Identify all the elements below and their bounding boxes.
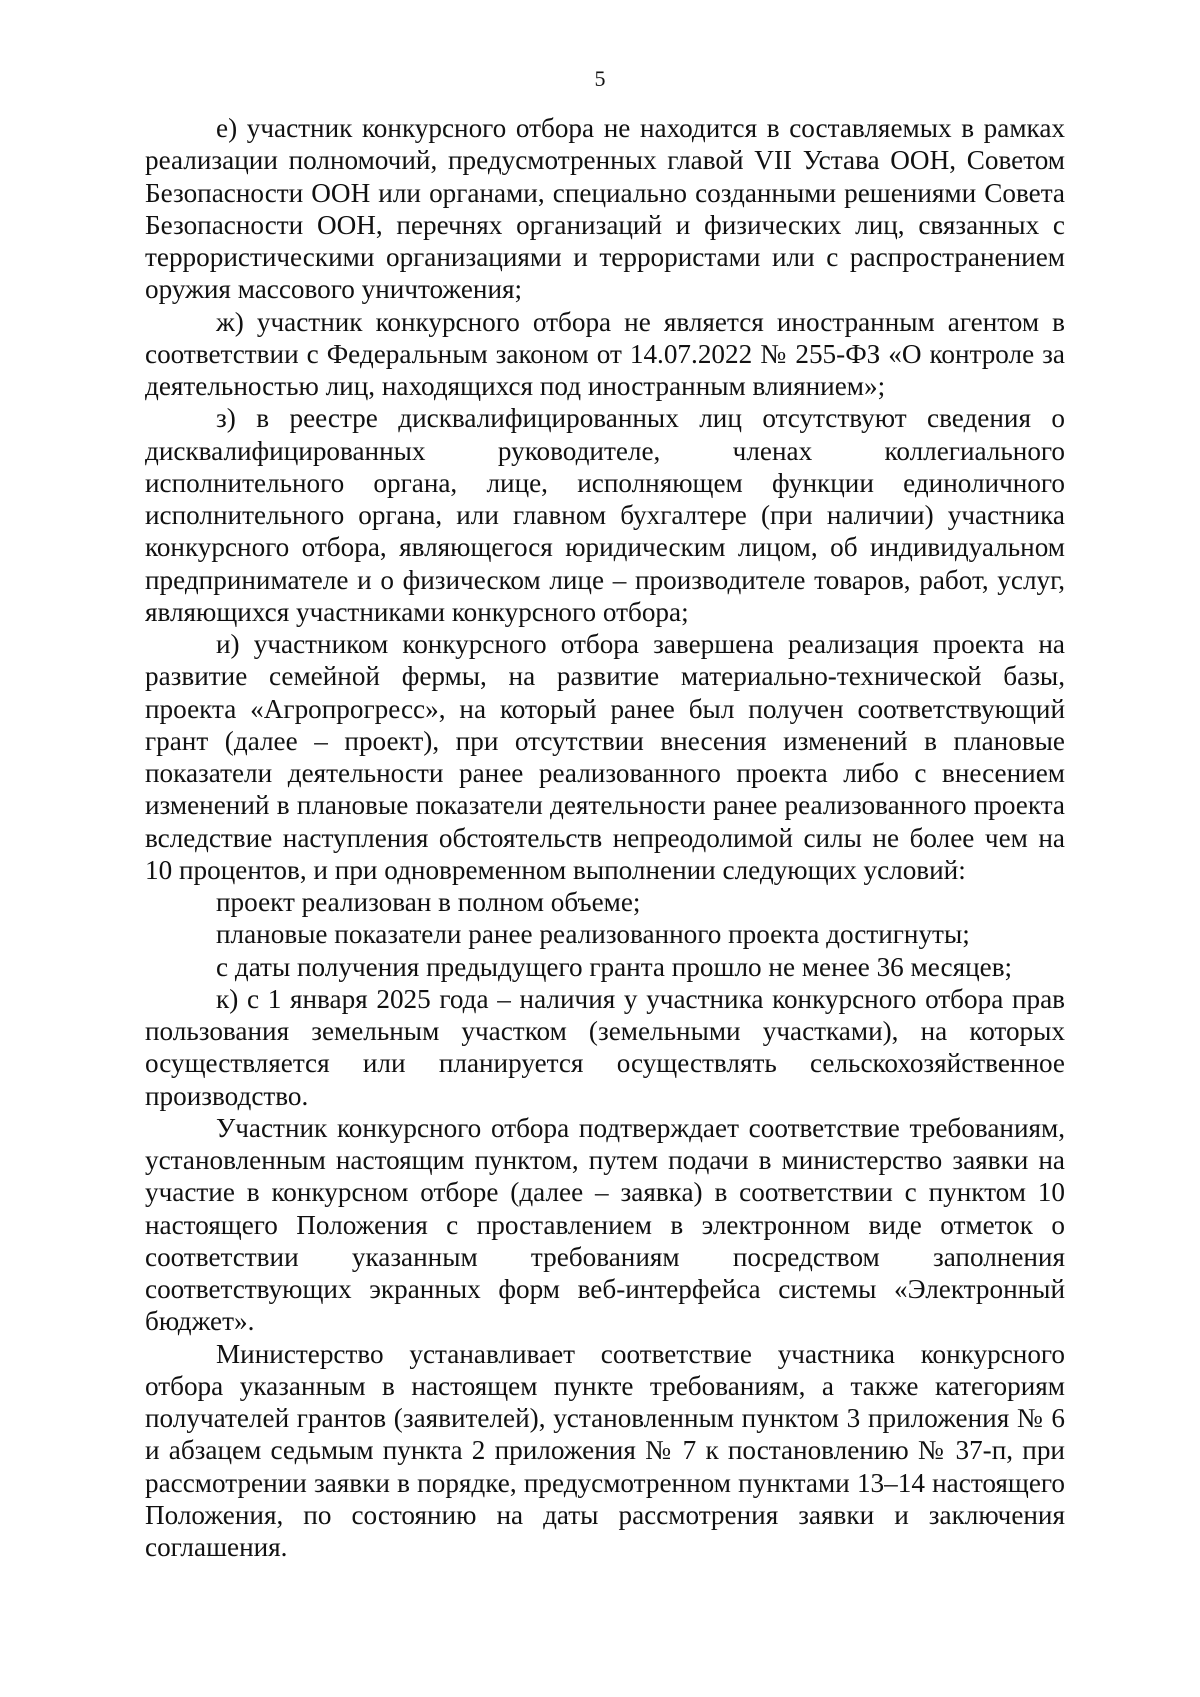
condition-project-implemented: проект реализован в полном объеме; [216,887,641,917]
paragraph-compliance-confirmation: Участник конкурсного отбора подтверждает соответствие требованиям, установленным настоящим пунктом, путем подачи в министерство заявки на участие в конкурсном отборе (далее – заявка) в соответствии с пунктом 10 настоящего Положения с проставлением в электронном виде отметок о соответствии указанным требованиям посредством заполнения соответствующих экранных форм веб-интерфейса системы «Электронный бюджет». [145,1112,1065,1337]
paragraph-ministry-verification: Министерство устанавливает соответствие участника конкурсного отбора указанным в настоящем пункте требованиям, а также категориям получателей грантов (заявителей), установленным пунктом 3 приложения № 6 и абзацем седьмым пункта 2 приложения № 7 к постановлению № 37-п, при рассмотрении заявки в порядке, предусмотренном пунктами 13–14 настоящего Положения, по состоянию на даты рассмотрения заявки и заключения соглашения. [145,1338,1065,1562]
condition-targets-achieved: плановые показатели ранее реализованного проекта достигнуты; [216,919,970,950]
paragraph-i-project-completed: и) участником конкурсного отбора завершена реализация проекта на развитие семейной фермы, на развитие материально-технической базы, проекта «Агропрогресс», на который ранее был получен соответствующий грант (далее – проект), при отсутствии внесения изменений в плановые показатели деятельности ранее реализованного проекта либо с внесением изменений в плановые показатели деятельности ранее реализованного проекта вследствие наступления обстоятельств непреодолимой силы не более чем на 10 процентов, и при одновременном выполнении следующих условий: [145,629,1065,885]
paragraph-z-disqualified-persons: з) в реестре дисквалифицированных лиц отсутствуют сведения о дисквалифицированных руководителе, членах коллегиального исполнительного органа, лице, исполняющем функции единоличного исполнительного органа, или главном бухгалтере (при наличии) участника конкурсного отбора, являющегося юридическим лицом, об индивидуальном предпринимателе и о физическом лице – производителе товаров, работ, услуг, являющихся участниками конкурсного отбора; [145,403,1065,627]
condition-36-months-passed: с даты получения предыдущего гранта прошло не менее 36 месяцев; [216,951,1013,982]
paragraph-e-un-sanctions-lists: е) участник конкурсного отбора не находится в составляемых в рамках реализации полномочий, предусмотренных главой VII Устава ООН, Советом Безопасности ООН или органами, специально созданными решениями Совета Безопасности ООН, перечнях организаций и физических лиц, связанных с террористическими организациями и террористами или с распространением оружия массового уничтожения; [145,113,1065,305]
document-body [145,112,1065,1563]
page-number: 5 [594,66,606,91]
paragraph-zh-foreign-agent: ж) участник конкурсного отбора не является иностранным агентом в соответствии с Федеральным законом от 14.07.2022 № 255-ФЗ «О контроле за деятельностью лиц, находящихся под иностранным влиянием»; [145,306,1065,401]
paragraph-k-land-use-rights: к) с 1 января 2025 года – наличия у участника конкурсного отбора прав пользования земельным участком (земельными участками), на которых осуществляется или планируется осуществлять сельскохозяйственное производство. [145,983,1065,1111]
